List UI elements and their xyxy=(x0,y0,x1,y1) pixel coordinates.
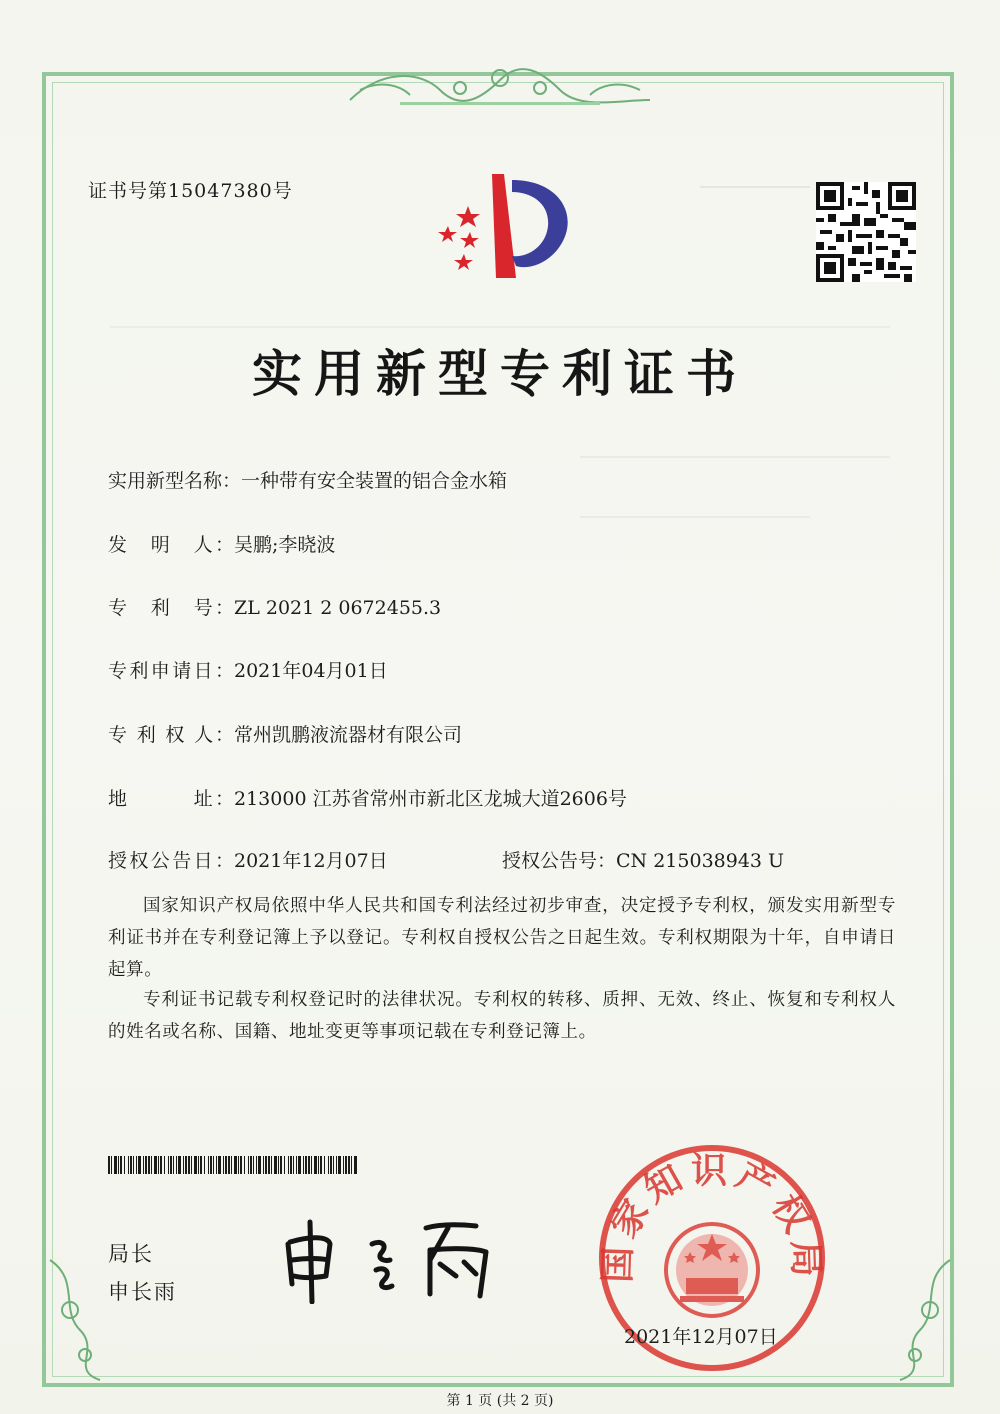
director-name: 申长雨 xyxy=(108,1280,177,1304)
field-label: 授权公告日： xyxy=(108,850,234,872)
faint-mark xyxy=(110,326,890,328)
seal-date: 2021年12月07日 xyxy=(624,1326,778,1348)
top-ornament-icon xyxy=(340,60,660,112)
field-value: 2021年04月01日 xyxy=(234,660,388,682)
barcode-icon xyxy=(108,1156,358,1174)
director-title: 局长 xyxy=(108,1242,154,1266)
bottom-right-ornament-icon xyxy=(880,1250,960,1390)
faint-mark xyxy=(580,456,890,458)
field-patent-number xyxy=(108,593,441,620)
seal-text: 国家知识产权局 xyxy=(597,1150,827,1284)
qr-code-icon xyxy=(816,182,916,282)
field-value: 吴鹏;李晓波 xyxy=(234,534,336,556)
certificate-title: 实用新型专利证书 xyxy=(252,345,748,403)
field-label: 专 利 号： xyxy=(108,597,234,619)
bottom-left-ornament-icon xyxy=(40,1250,120,1390)
page-footer: 第 1 页 (共 2 页) xyxy=(446,1393,554,1409)
legal-paragraph: 专利证书记载专利权登记时的法律状况。专利权的转移、质押、无效、终止、恢复和专利权人的姓名或名称、国籍、地址变更等事项记载在专利登记簿上。 xyxy=(108,990,896,1042)
field-patentee xyxy=(108,720,462,747)
field-label: 实用新型名称： xyxy=(108,470,242,492)
field-address xyxy=(108,784,627,811)
faint-mark xyxy=(580,516,810,518)
field-utility-model-name xyxy=(108,466,507,493)
director-signature-icon xyxy=(280,1214,510,1304)
field-value: CN 215038943 U xyxy=(616,850,785,872)
field-label: 专利申请日： xyxy=(108,660,234,682)
field-value: ZL 2021 2 0672455.3 xyxy=(234,597,442,619)
field-label: 发 明 人： xyxy=(108,534,234,556)
legal-paragraph: 国家知识产权局依照中华人民共和国专利法经过初步审查，决定授予专利权，颁发实用新型专利证书并在专利登记簿上予以登记。专利权自授权公告之日起生效。专利权期限为十年，自申请日起算。 xyxy=(108,896,896,980)
field-value: 一种带有安全装置的铝合金水箱 xyxy=(241,470,508,492)
field-label: 授权公告号： xyxy=(502,850,617,872)
field-value: 2021年12月07日 xyxy=(234,850,388,872)
field-value: 常州凯鹏液流器材有限公司 xyxy=(234,724,463,746)
field-label: 地 址： xyxy=(108,788,234,810)
field-value: 213000 江苏省常州市新北区龙城大道2606号 xyxy=(234,788,627,810)
field-announcement-number xyxy=(502,846,784,873)
certificate-number: 证书号第15047380号 xyxy=(88,180,293,202)
field-label: 专 利 权 人： xyxy=(108,724,234,746)
field-inventor xyxy=(108,530,335,557)
faint-mark xyxy=(700,186,810,188)
field-application-date xyxy=(108,656,388,683)
cnipa-emblem-icon xyxy=(420,166,580,286)
field-announcement-date xyxy=(108,846,388,873)
